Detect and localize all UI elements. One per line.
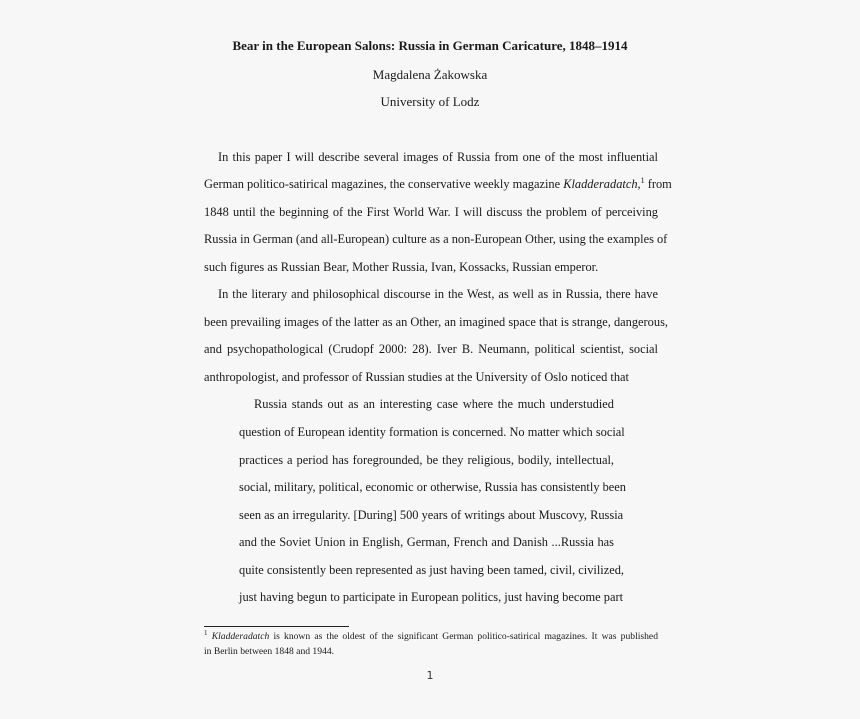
paper-title: Bear in the European Salons: Russia in German Caricature, 1848–1914: [232, 38, 628, 53]
text-line: such figures as Russian Bear, Mother Russia, Ivan, Kossacks, Russian emperor.: [204, 260, 599, 274]
text-span: is known as the oldest of the significant German politico-satirical magazines. It was published: [269, 631, 658, 642]
text-line: [204, 176, 672, 192]
text-line: 1848 until the beginning of the First World War. I will discuss the problem of perceiving: [204, 205, 658, 219]
quote-line: and the Soviet Union in English, German, French and Danish ...Russia has: [239, 535, 614, 549]
quote-line: Russia stands out as an interesting case where the much understudied: [254, 397, 614, 411]
page-number: 1: [426, 669, 434, 682]
footnote-line: in Berlin between 1848 and 1944.: [204, 646, 335, 657]
footnote-separator: [204, 626, 349, 627]
text-line: and psychopathological (Crudopf 2000: 28). Iver B. Neumann, political scientist, social: [204, 342, 658, 356]
quote-line: question of European identity formation is concerned. No matter which social: [239, 425, 625, 439]
text-line: anthropologist, and professor of Russian studies at the University of Oslo noticed that: [204, 370, 630, 384]
text-span: from: [644, 177, 672, 191]
quote-line: seen as an irregularity. [During] 500 years of writings about Muscovy, Russia: [239, 508, 624, 522]
footnote-magazine-name: Kladderadatch: [211, 631, 270, 642]
author-affiliation: University of Lodz: [380, 94, 480, 109]
text-line: Russia in German (and all-European) culture as a non-European Other, using the examples of: [204, 232, 668, 246]
footnote-line: [204, 630, 658, 643]
author-name: Magdalena Żakowska: [372, 67, 488, 82]
footnote-ref[interactable]: 1: [640, 176, 645, 185]
quote-line: just having begun to participate in European politics, just having become part: [239, 590, 624, 604]
text-line: been prevailing images of the latter as an Other, an imagined space that is strange, dangerous,: [204, 315, 668, 329]
footnote-marker: 1: [204, 629, 208, 637]
magazine-name: Kladderadatch,: [563, 177, 641, 191]
text-line: In the literary and philosophical discourse in the West, as well as in Russia, there have: [218, 287, 658, 301]
quote-line: quite consistently been represented as just having been tamed, civil, civilized,: [239, 563, 625, 577]
text-span: German politico-satirical magazines, the conservative weekly magazine: [204, 177, 564, 191]
text-line: In this paper I will describe several images of Russia from one of the most influential: [218, 150, 658, 164]
quote-line: social, military, political, economic or otherwise, Russia has consistently been: [239, 480, 627, 494]
quote-line: practices a period has foregrounded, be they religious, bodily, intellectual,: [239, 453, 614, 467]
